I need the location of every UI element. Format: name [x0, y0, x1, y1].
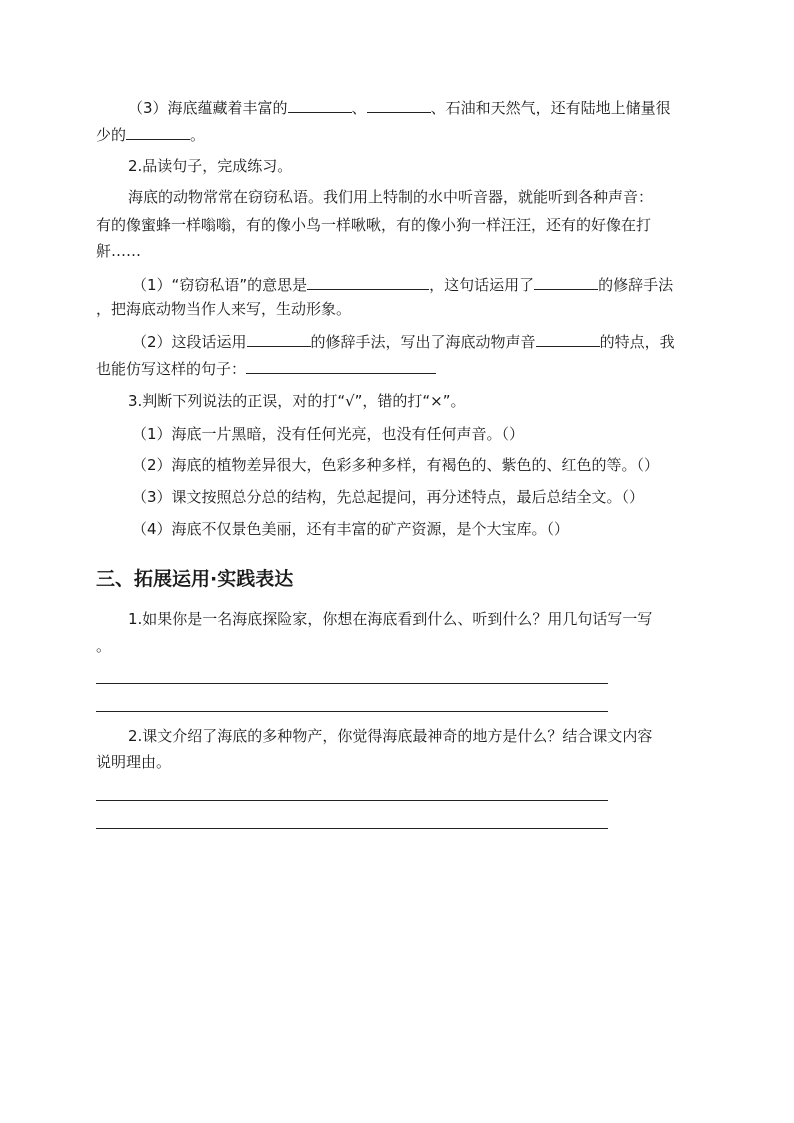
q2-sub1-line1	[132, 273, 700, 296]
section-title: 三、拓展运用·实践表达	[96, 568, 294, 590]
q2-sub2-line1	[132, 330, 700, 353]
q3-item-line1	[128, 96, 700, 119]
s3-q2-line1: 2.课文介绍了海底的多种物产，你觉得海底最神奇的地方是什么？结合课文内容	[128, 727, 653, 745]
q2-sub2-suffix: 的特点，我	[599, 333, 675, 351]
writing-line[interactable]	[96, 800, 608, 801]
passage-line: 鼾……	[96, 242, 142, 260]
judgement-item: （1）海底一片黑暗，没有任何光亮，也没有任何声音。（）	[132, 425, 525, 443]
q3-item-line2-prefix: 少的	[96, 126, 127, 144]
answer-blank[interactable]	[247, 330, 311, 347]
writing-line[interactable]	[96, 828, 608, 829]
q2-sub2-line2-prefix: 也能仿写这样的句子：	[96, 360, 247, 378]
q2-sub2-mid: 的修辞手法，写出了海底动物声音	[310, 333, 536, 351]
judgement-item: （4）海底不仅景色美丽，还有丰富的矿产资源，是个大宝库。（）	[132, 520, 570, 538]
q2-sub1-prefix: （1）“窃窃私语”的意思是	[132, 276, 308, 294]
answer-blank[interactable]	[246, 357, 436, 374]
s3-q1-line2: 。	[96, 637, 112, 655]
separator: 、	[351, 99, 367, 117]
answer-blank[interactable]	[367, 96, 431, 113]
q2-sub1-suffix: 的修辞手法	[598, 276, 674, 294]
judgement-item: （3）课文按照总分总的结构，先总起提问，再分述特点，最后总结全文。（）	[132, 488, 645, 506]
q2-sub1-line2: ，把海底动物当作人来写，生动形象。	[96, 300, 352, 318]
q3-heading: 3.判断下列说法的正误，对的打“√”，错的打“×”。	[128, 392, 466, 410]
writing-line[interactable]	[96, 711, 608, 712]
passage-line: 海底的动物常常在窃窃私语。我们用上特制的水中听音器，就能听到各种声音：	[128, 188, 654, 206]
answer-blank[interactable]	[288, 96, 352, 113]
q3-item-prefix: （3）海底蕴藏着丰富的	[128, 99, 288, 117]
passage-line: 有的像蜜蜂一样嗡嗡，有的像小鸟一样啾啾，有的像小狗一样汪汪，还有的好像在打	[96, 216, 652, 234]
answer-blank[interactable]	[534, 273, 598, 290]
period: 。	[190, 126, 206, 144]
answer-blank[interactable]	[126, 123, 190, 140]
q2-heading: 2.品读句子，完成练习。	[128, 157, 293, 175]
q3-item-continuation: 、石油和天然气，还有陆地上储量很	[430, 99, 671, 117]
q2-sub2-prefix: （2）这段话运用	[132, 333, 247, 351]
answer-blank[interactable]	[307, 273, 429, 290]
judgement-item: （2）海底的植物差异很大，色彩多种多样，有褐色的、紫色的、红色的等。（）	[132, 456, 660, 474]
answer-blank[interactable]	[536, 330, 600, 347]
q2-sub1-mid: ，这句话运用了	[429, 276, 535, 294]
q3-item-line2	[96, 123, 700, 146]
q2-sub2-line2	[96, 357, 700, 380]
s3-q2-line2: 说明理由。	[96, 753, 172, 771]
s3-q1-line1: 1.如果你是一名海底探险家，你想在海底看到什么、听到什么？用几句话写一写	[128, 610, 653, 628]
writing-line[interactable]	[96, 683, 608, 684]
